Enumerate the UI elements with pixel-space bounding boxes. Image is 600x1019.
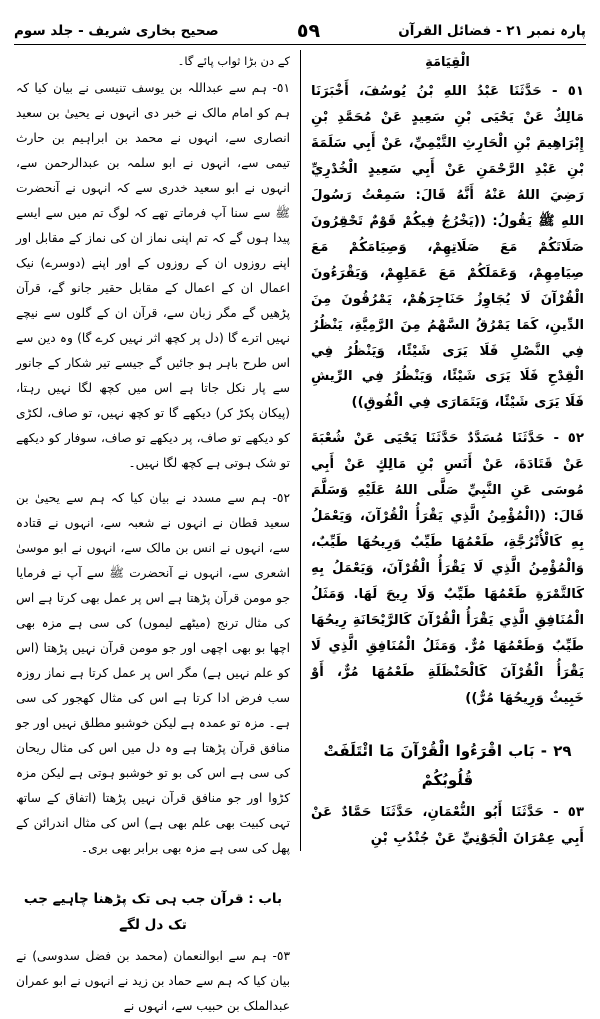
urdu-hadith-51: ٥١- ہم سے عبداللہ بن یوسف تنیسی نے بیان کیا کہ ہم کو امام مالک نے خبر دی انہوں نے یحییٰ بن سعید انصاری سے، انہوں نے محمد بن ابراہیم بن حارث تیمی سے، انہوں نے ابو سلمہ بن عبدالرحمن سے، انہوں نے ابو سعید خدری سے کہ انہوں نے آنحضرت ﷺ سے سنا آپ فرماتے تھے کہ لوگ تم میں سے ایسے پیدا ہوں گے کہ تم اپنی نماز ان کی نماز کے مقابل اور اپنے روزوں ان کے روزوں کے اور اپنے (دوسرے) نیک اعمال ان کے اعمال کے مقابل حقیر جانو گے، قرآن پڑھیں گے مگر زبان سے، قرآن ان کے گلوں سے نیچے نہیں اترے گا (دل پر کچھ اثر نہیں کرے گا) وہ دین سے اس طرح باہر ہو جائیں گے جیسے تیر شکار کے جانور سے پار نکل جاتا ہے اس میں کچھ لگا نہیں رہتا، (پیکان پکڑ کر) دیکھے گا تو کچھ نہیں، تو صاف، لکڑی کو دیکھے تو صاف، پر دیکھے تو صاف، سوفار کو دیکھے تو شک ہوتی ہے کچھ لگا نہیں۔ bbox=[16, 80, 290, 470]
header-right-label: پارہ نمبر ٢١ - فضائل القرآن bbox=[398, 23, 586, 39]
page-number: ٥٩ bbox=[296, 20, 321, 42]
spacer bbox=[16, 865, 290, 877]
surah-label: الْقِيَامَةِ bbox=[425, 55, 470, 70]
urdu-hadith-53: ٥٣- ہم سے ابوالنعمان (محمد بن فضل سدوسی) نے بیان کیا کہ ہم سے حماد بن زید نے انہوں نے ابو عمران عبدالملک بن حبیب سے، انہوں نے bbox=[16, 949, 290, 1014]
arabic-hadith-52: ٥٢ - حَدَّثَنَا مُسَدَّدٌ حَدَّثَنَا يَحْيَى عَنْ شُعْبَةَ عَنْ قَتَادَةَ، عَنْ أَنَسِ بْنِ مَالِكٍ عَنْ أَبِي مُوسَى عَنِ النَّبِيِّ صَلَّى اللهُ عَلَيْهِ وَسَلَّمَ قَالَ: ((الْمُؤْمِنُ الَّذِي يَقْرَأُ الْقُرْآنَ، وَيَعْمَلُ بِهِ كَالْأُتْرُجَّةِ، طَعْمُهَا طَيِّبٌ وَرِيحُهَا طَيِّبٌ، وَالْمُؤْمِنُ الَّذِي لَا يَقْرَأُ الْقُرْآنَ، وَيَعْمَلُ بِهِ كَالتَّمْرَةِ طَعْمُهَا طَيِّبٌ وَلَا رِيحَ لَهَا. وَمَثَلُ الْمُنَافِقِ الَّذِي يَقْرَأُ الْقُرْآنَ كَالرَّيْحَانَةِ رِيحُهَا طَيِّبٌ وَطَعْمُهَا مُرٌّ. وَمَثَلُ الْمُنَافِقِ الَّذِي لَا يَقْرَأُ الْقُرْآنَ كَالْحَنْظَلَةِ طَعْمُهَا مُرٌّ، أَوْ خَبِيثٌ وَرِيحُهَا مُرٌّ)) bbox=[311, 431, 584, 706]
urdu-hadith-52: ٥٢- ہم سے مسدد نے بیان کیا کہ ہم سے یحییٰ بن سعید قطان نے انہوں نے شعبہ سے، انہوں نے قتادہ سے، انہوں نے انس بن مالک سے، انہوں نے ابو موسیٰ اشعری سے، انہوں نے آنحضرت ﷺ سے آپ نے فرمایا جو مومن قرآن پڑھتا ہے اس پر عمل بھی کرتا ہے اس کی مثال ترنج (میٹھے لیموں) کی سی ہے مزہ بھی اچھا بو بھی اچھی اور جو مومن قرآن نہیں پڑھتا (اس کو علم نہیں ہے) مگر اس پر عمل کرتا ہے نماز روزہ سب فرض ادا کرتا ہے اس کی مثال کھجور کی سی ہے۔ مزہ تو عمدہ ہے لیکن خوشبو مطلق نہیں اور جو منافق قرآن پڑھتا ہے وہ دل میں اس کی مثال ریحان کی سی ہے اس کی بو تو خوشبو ہوتی ہے لیکن مزہ کڑوا اور جو منافق قرآن نہیں پڑھتا (اتفاق کے ساتھ تہی کبیت بھی علم بھی ہے) اس کی مثال اندرائن کے پھل کی سی ہے مزہ بھی برابر بھی بری۔ bbox=[16, 490, 290, 856]
spacer bbox=[311, 715, 584, 727]
urdu-continuation-note: کے دن بڑا ثواب پائے گا۔ bbox=[177, 54, 290, 68]
arabic-hadith-53: ٥٣ - حَدَّثَنَا أَبُو النُّعْمَانِ، حَدَّثَنَا حَمَّادٌ عَنْ أَبِي عِمْرَانَ الْجَوْنِيِّ عَنْ جُنْدُبِ بْنِ bbox=[311, 805, 584, 847]
arabic-column bbox=[300, 50, 586, 851]
header-left-label: صحیح بخاری شریف - جلد سوم bbox=[14, 23, 219, 39]
urdu-chapter-heading: باب : قرآن جب ہی تک پڑھنا چاہیے جب تک دل لگے bbox=[23, 891, 283, 933]
body-columns bbox=[14, 50, 586, 1014]
arabic-chapter-heading: ٢٩ - بَاب اقْرَءُوا الْقُرْآنَ مَا ائْتَلَفَتْ قُلُوبُكُمْ bbox=[323, 742, 572, 789]
arabic-hadith-51: ٥١ - حَدَّثَنَا عَبْدُ اللهِ بْنُ يُوسُفَ، أَخْبَرَنَا مَالِكٌ عَنْ يَحْيَى بْنِ سَعِيدٍ عَنْ مُحَمَّدِ بْنِ إِبْرَاهِيمَ بْنِ الْحَارِثِ التَّيْمِيِّ، عَنْ أَبِي سَلَمَةَ بْنِ عَبْدِ الرَّحْمَنِ عَنْ أَبِي سَعِيدٍ الْخُدْرِيِّ رَضِيَ اللهُ عَنْهُ أَنَّهُ قَالَ: سَمِعْتُ رَسُولَ اللهِ ﷺ يَقُولُ: ((يَخْرُجُ فِيكُمْ قَوْمٌ تَحْقِرُونَ صَلَاتَكُمْ مَعَ صَلَاتِهِمْ، وَصِيَامَكُمْ مَعَ صِيَامِهِمْ، وَعَمَلَكُمْ مَعَ عَمَلِهِمْ، وَيَقْرَءُونَ الْقُرْآنَ لَا يُجَاوِزُ حَنَاجِرَهُمْ، يَمْرُقُونَ مِنَ الدِّينِ، كَمَا يَمْرُقُ السَّهْمُ مِنَ الرَّمِيَّةِ، يَنْظُرُ فِي النَّصْلِ فَلَا يَرَى شَيْئًا، وَيَنْظُرُ فِي الْقِدْحِ فَلَا يَرَى شَيْئًا، وَيَنْظُرُ فِي الرِّيشِ فَلَا يَرَى شَيْئًا، وَيَتَمَارَى فِي الْفُوقِ)) bbox=[311, 84, 584, 411]
header-divider bbox=[14, 44, 586, 45]
urdu-column bbox=[14, 50, 300, 1014]
page-header bbox=[14, 14, 586, 48]
